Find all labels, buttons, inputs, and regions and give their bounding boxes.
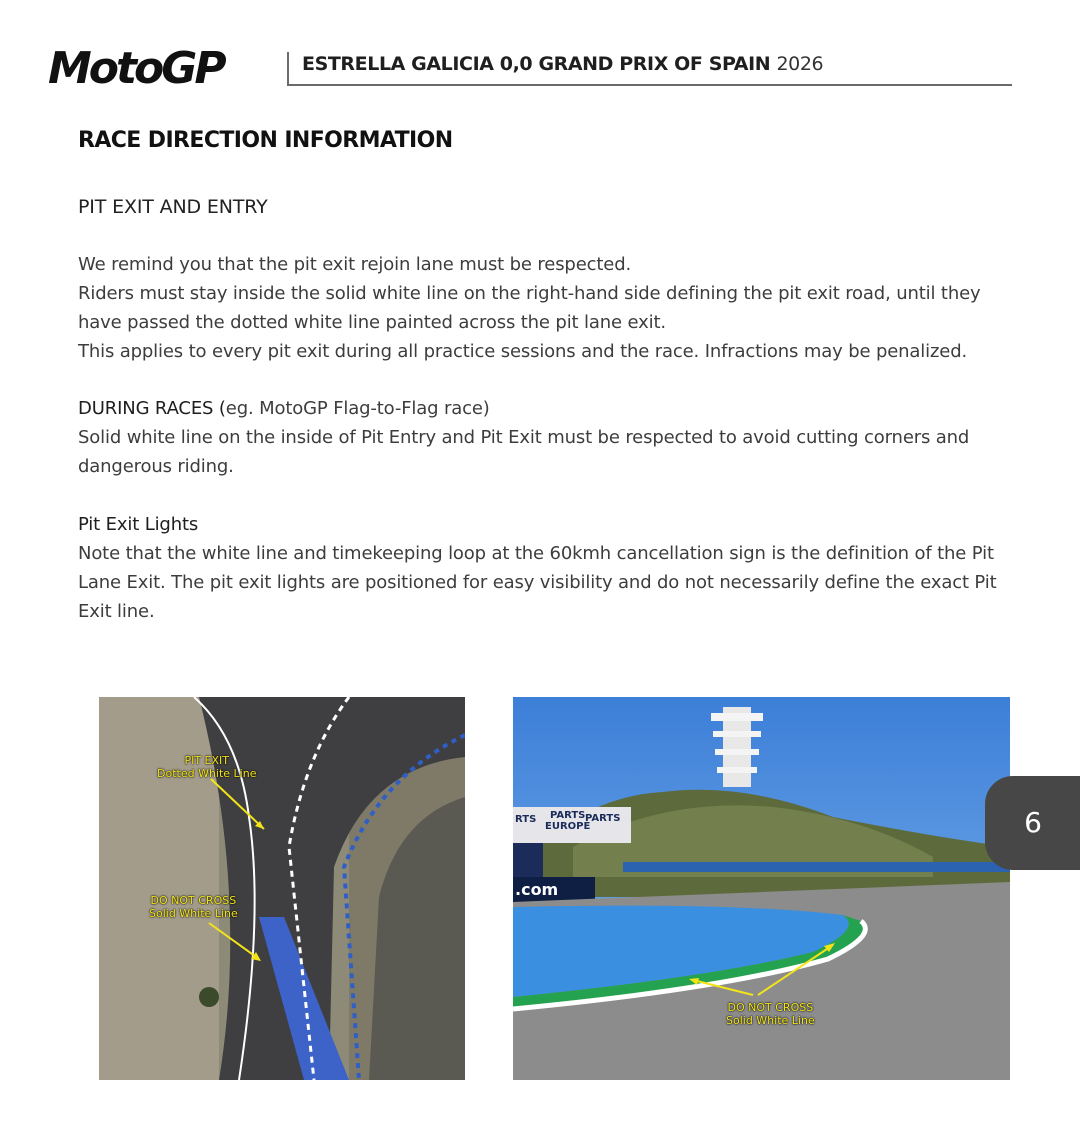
aerial-label-do-not-cross [149, 894, 238, 920]
aerial-label-pit-exit-line2: Dotted White Line [157, 767, 257, 780]
aerial-label-pit-exit [157, 754, 256, 780]
banner-partial-text: RTS [515, 814, 537, 825]
pit-paragraph-1: We remind you that the pit exit rejoin lane must be respected. [78, 254, 632, 275]
event-name: ESTRELLA GALICIA 0,0 GRAND PRIX OF SPAIN [302, 53, 771, 75]
logo-text: MotoGP [48, 46, 224, 90]
header-divider [287, 52, 289, 86]
motogp-logo [48, 46, 276, 90]
banner-text-1-line1: PARTS [549, 810, 586, 821]
aerial-pit-exit-photo [99, 697, 465, 1080]
pit-section-body [78, 250, 1018, 366]
track-label-do-not-cross-line2: Solid White Line [726, 1014, 815, 1027]
races-heading-line [78, 394, 1018, 423]
banner-text-2: PARTS [585, 813, 621, 824]
races-heading-note: eg. MotoGP Flag-to-Flag race) [225, 398, 490, 419]
banner-text-1-line2: EUROPE [545, 821, 591, 832]
document-title: RACE DIRECTION INFORMATION [78, 128, 453, 153]
track-corner-photo [513, 697, 1010, 1080]
aerial-photo-illustration [99, 697, 465, 1080]
lights-paragraph: Note that the white line and timekeeping loop at the 60kmh cancellation sign is the definition of the Pit Lane Exit. The pit exit lights are positioned for easy visibility and do not necessarily define the exact Pit Exit line. [78, 543, 997, 622]
lights-section [78, 510, 1018, 626]
pit-section-heading: PIT EXIT AND ENTRY [78, 196, 268, 218]
header-underline [287, 84, 1012, 86]
page-number: 6 [1024, 806, 1042, 839]
banner-text-1 [545, 810, 590, 832]
pit-paragraph-3: This applies to every pit exit during all practice sessions and the race. Infractions may be penalized. [78, 341, 968, 362]
aerial-label-do-not-cross-line2: Solid White Line [149, 907, 238, 920]
track-label-do-not-cross [726, 1001, 815, 1027]
races-section [78, 394, 1018, 481]
board-text: .com [515, 880, 559, 899]
pit-paragraph-2: Riders must stay inside the solid white line on the right-hand side defining the pit exit road, until they have passed the dotted white line painted across the pit lane exit. [78, 283, 981, 333]
races-paragraph: Solid white line on the inside of Pit Entry and Pit Exit must be respected to avoid cutting corners and dangerous riding. [78, 427, 970, 477]
track-label-do-not-cross-line1: DO NOT CROSS [727, 1001, 814, 1014]
event-title [302, 53, 823, 75]
lights-heading: Pit Exit Lights [78, 514, 199, 535]
event-year: 2026 [776, 53, 824, 75]
aerial-label-pit-exit-line1: PIT EXIT [184, 754, 230, 767]
aerial-label-do-not-cross-line1: DO NOT CROSS [150, 894, 237, 907]
races-heading: DURING RACES ( [78, 398, 226, 419]
